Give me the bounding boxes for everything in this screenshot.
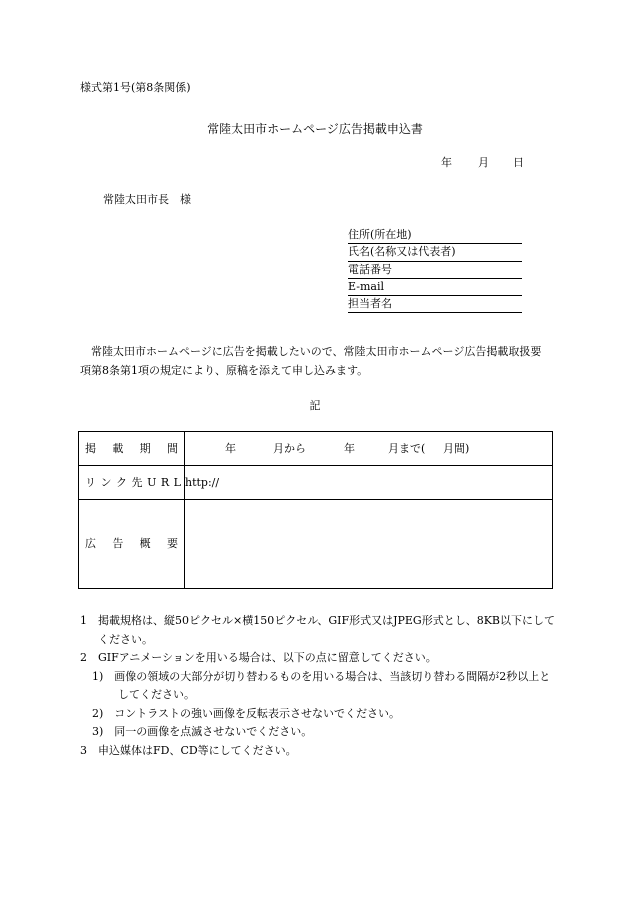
period-label-char: 載 [112,441,124,455]
link-label-char: リ [85,475,96,489]
note-2-1: 1) 画像の領域の大部分が切り替わるものを用いる場合は、当該切り替わる間隔が2秒以上としてください。 [92,669,551,701]
note-1: 1 掲載規格は、縦50ピクセル×横150ピクセル、GIF形式又はJPEG形式とし、8KB以下にしてください。 [80,614,556,646]
form-number: 様式第1号(第8条関係) [80,81,191,94]
link-label-char: ク [116,475,128,489]
note-2-3: 3) 同一の画像を点滅させないでください。 [92,725,313,738]
period-months: 月間) [443,442,470,455]
body-text [80,342,552,380]
summary-label [79,500,185,589]
period-label-char: 間 [166,441,178,455]
notes [80,612,558,760]
period-year-to: 年 [344,442,355,455]
period-year-from: 年 [225,442,236,455]
period-label [79,432,185,466]
application-table [78,431,553,589]
page-title: 常陸太田市ホームページ広告掲載申込書 [207,122,423,136]
date-line [0,156,630,170]
table-row-summary [79,500,553,589]
link-label-char: R [160,475,170,489]
date-day: 日 [513,156,524,169]
note-2: 2 GIFアニメーションを用いる場合は、以下の点に留意してください。 [80,651,437,664]
addressee: 常陸太田市長 様 [103,193,191,206]
applicant-name-field[interactable]: 氏名(名称又は代表者) [348,244,522,261]
link-label-char: U [147,475,157,489]
link-label-char: ン [100,475,112,489]
body-paragraph: 常陸太田市ホームページに広告を掲載したいので、常陸太田市ホームページ広告掲載取扱要項第8条第1項の規定により、原稿を添えて申し込みます。 [80,345,542,377]
note-3: 3 申込媒体はFD、CD等にしてください。 [80,743,297,757]
period-month-to: 月まで( [388,442,426,455]
link-label [79,466,185,500]
summary-label-char: 告 [112,537,124,551]
period-value-cell[interactable] [185,432,553,466]
applicant-address-field[interactable]: 住所(所在地) [348,227,522,244]
table-row-link [79,466,553,500]
link-url-field[interactable]: http:// [185,466,553,500]
period-label-char: 期 [139,441,151,455]
summary-value-cell[interactable] [185,500,553,589]
note-2-2: 2) コントラストの強い画像を反転表示させないでください。 [92,706,400,720]
applicant-block [348,227,522,313]
link-label-char: L [173,475,181,489]
summary-label-char: 広 [85,537,96,551]
applicant-contact-person-field[interactable]: 担当者名 [348,296,522,313]
date-year: 年 [441,156,452,169]
table-row-period [79,432,553,466]
ki-heading: 記 [309,399,321,412]
link-label-char: 先 [131,475,143,489]
applicant-email-field[interactable]: E-mail [348,279,522,296]
summary-label-char: 概 [139,537,151,551]
period-month-from: 月から [273,442,306,455]
summary-label-char: 要 [166,537,178,551]
date-month: 月 [478,156,489,169]
period-label-char: 掲 [85,441,96,455]
applicant-phone-field[interactable]: 電話番号 [348,262,522,279]
